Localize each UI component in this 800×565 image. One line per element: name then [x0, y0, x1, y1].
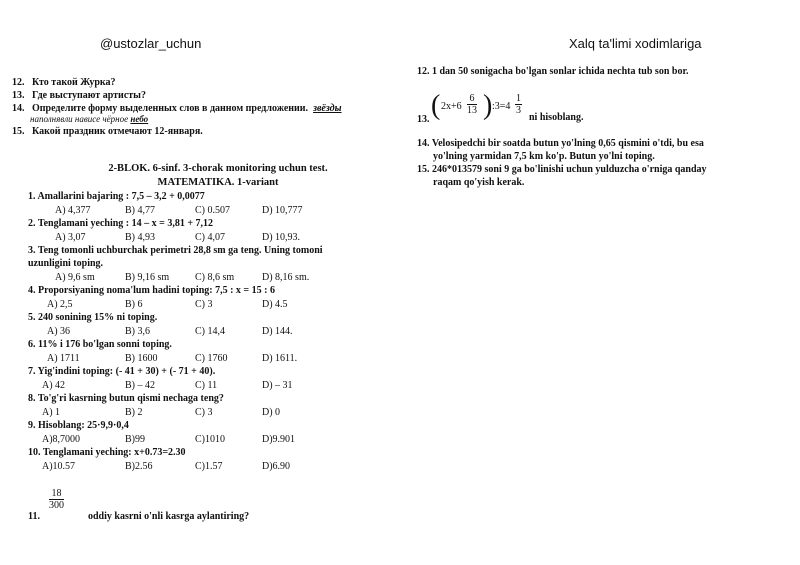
- ru-q14-num: 14.: [12, 103, 25, 114]
- q8-option-d: D) 0: [262, 407, 281, 418]
- q8-option-a: A) 1: [42, 407, 61, 418]
- q2-option-b: B) 4,93: [125, 232, 155, 243]
- q10-option-b: B)2.56: [125, 461, 153, 472]
- q13-expr-a: 2x+6: [441, 101, 462, 112]
- right-q12: 12. 1 dan 50 sonigacha bo'lgan sonlar ichida nechta tub son bor.: [417, 66, 689, 77]
- q9-option-c: C)1010: [195, 434, 225, 445]
- q6-option-b: B) 1600: [125, 353, 158, 364]
- right-q15-line1: 15. 246*013579 soni 9 ga bo'linishi uchun yulduzcha o'rniga qanday: [417, 164, 707, 175]
- right-q13-num: 13.: [417, 114, 430, 125]
- question-1: 1. Amallarini bajaring : 7,5 – 3,2 + 0,0077: [28, 191, 205, 202]
- q1-option-c: C) 0.507: [195, 205, 230, 216]
- open-paren: (: [431, 90, 441, 121]
- ru-q15-text: Какой праздник отмечают 12-января.: [32, 126, 203, 137]
- question-3-line2: uzunligini toping.: [28, 258, 104, 269]
- q1-option-d: D) 10,777: [262, 205, 303, 216]
- q13-fraction-1: [467, 93, 477, 116]
- right-q15-line2: raqam qo'yish kerak.: [433, 177, 525, 188]
- ru-q13-text: Где выступают артисты?: [32, 90, 146, 101]
- q3-option-c: C) 8,6 sm: [195, 272, 235, 283]
- q13-frac2-numerator: 1: [516, 93, 521, 104]
- ru-q13-num: 13.: [12, 90, 25, 101]
- block-subtitle: MATEMATIKA. 1-variant: [157, 177, 279, 188]
- q5-option-a: A) 36: [47, 326, 71, 337]
- q10-option-a: A)10.57: [42, 461, 76, 472]
- q5-option-c: C) 14,4: [195, 326, 225, 337]
- q3-option-b: B) 9,16 sm: [125, 272, 170, 283]
- q2-option-a: A) 3,07: [55, 232, 86, 243]
- question-7: 7. Yig'indini toping: (- 41 + 30) + (- 71 + 40).: [28, 366, 216, 377]
- q2-option-d: D) 10,93.: [262, 232, 301, 243]
- q10-option-c: C)1.57: [195, 461, 223, 472]
- ru-q14-word2: небо: [130, 114, 149, 124]
- question-10: 10. Tenglamani yeching: x+0.73=2.30: [28, 447, 186, 458]
- q3-option-d: D) 8,16 sm.: [262, 272, 310, 283]
- question-3: 3. Teng tomonli uchburchak perimetri 28,8 sm ga teng. Uning tomoni: [28, 245, 323, 256]
- ru-q14-word1: звёзды: [313, 103, 342, 114]
- question-11-num: 11.: [28, 511, 40, 522]
- q9-option-a: A)8,7000: [42, 434, 81, 445]
- q13-frac2-denominator: 3: [516, 105, 521, 116]
- q10-option-d: D)6.90: [262, 461, 291, 472]
- q6-option-d: D) 1611.: [262, 353, 298, 364]
- question-4: 4. Proporsiyaning noma'lum hadini toping: 7,5 : x = 15 : 6: [28, 285, 275, 296]
- ru-q15-num: 15.: [12, 126, 25, 137]
- q13-frac1-numerator: 6: [467, 93, 477, 105]
- right-q14-line1: 14. Velosipedchi bir soatda butun yo'lning 0,65 qismini o'tdi, bu esa: [417, 138, 704, 149]
- right-q14-line2: yo'lning yarmidan 7,5 km ko'p. Butun yo'lni toping.: [433, 151, 655, 162]
- question-8: 8. To'g'ri kasrning butun qismi nechaga teng?: [28, 393, 224, 404]
- q4-option-b: B) 6: [125, 299, 143, 310]
- q7-option-d: D) – 31: [262, 380, 293, 391]
- q5-option-b: B) 3,6: [125, 326, 150, 337]
- q3-option-a: A) 9,6 sm: [55, 272, 95, 283]
- q4-option-c: C) 3: [195, 299, 213, 310]
- q8-option-b: B) 2: [125, 407, 143, 418]
- question-5: 5. 240 sonining 15% ni toping.: [28, 312, 158, 323]
- right-q13-text: ni hisoblang.: [529, 112, 584, 123]
- q6-option-c: C) 1760: [195, 353, 228, 364]
- q11-fraction: [49, 488, 64, 511]
- question-2: 2. Tenglamani yeching : 14 – x = 3,81 + 7,12: [28, 218, 214, 229]
- q13-frac1-denominator: 13: [467, 105, 477, 116]
- question-11-text: oddiy kasrni o'nli kasrga aylantiring?: [88, 511, 250, 522]
- ru-q14-text: Определите форму выделенных слов в данном предложении.: [32, 103, 309, 114]
- q11-numerator: 18: [49, 488, 64, 500]
- q7-option-c: C) 11: [195, 380, 218, 391]
- ru-q14: [12, 103, 342, 114]
- header-left: @ustozlar_uchun: [100, 36, 202, 51]
- ru-q12: [12, 77, 116, 88]
- q4-option-a: A) 2,5: [47, 299, 73, 310]
- ru-q12-text: Кто такой Журка?: [32, 77, 116, 88]
- ru-q14-line2: [30, 114, 148, 124]
- q1-option-b: B) 4,77: [125, 205, 155, 216]
- q5-option-d: D) 144.: [262, 326, 293, 337]
- q8-option-c: C) 3: [195, 407, 213, 418]
- block-title: 2-BLOK. 6-sinf. 3-chorak monitoring uchun test.: [108, 163, 328, 174]
- q7-option-a: A) 42: [42, 380, 66, 391]
- header-right: Xalq ta'limi xodimlariga: [569, 36, 702, 51]
- ru-q14-line2-text: наполнявли нависе чёрное: [30, 114, 129, 124]
- q9-option-b: B)99: [125, 434, 145, 445]
- q6-option-a: A) 1711: [47, 353, 80, 364]
- close-paren: ): [483, 90, 493, 121]
- ru-q12-num: 12.: [12, 77, 25, 88]
- ru-q13: [12, 90, 146, 101]
- question-9: 9. Hisoblang: 25·9,9·0,4: [28, 420, 129, 431]
- q11-denominator: 300: [49, 500, 64, 511]
- q13-expr-b: :3=4: [492, 101, 511, 112]
- ru-q15: [12, 126, 203, 137]
- q4-option-d: D) 4.5: [262, 299, 288, 310]
- q7-option-b: B) – 42: [125, 380, 155, 391]
- q13-fraction-2: [515, 93, 522, 116]
- q2-option-c: C) 4,07: [195, 232, 225, 243]
- q9-option-d: D)9.901: [262, 434, 296, 445]
- q1-option-a: A) 4,377: [55, 205, 91, 216]
- question-6: 6. 11% i 176 bo'lgan sonni toping.: [28, 339, 172, 350]
